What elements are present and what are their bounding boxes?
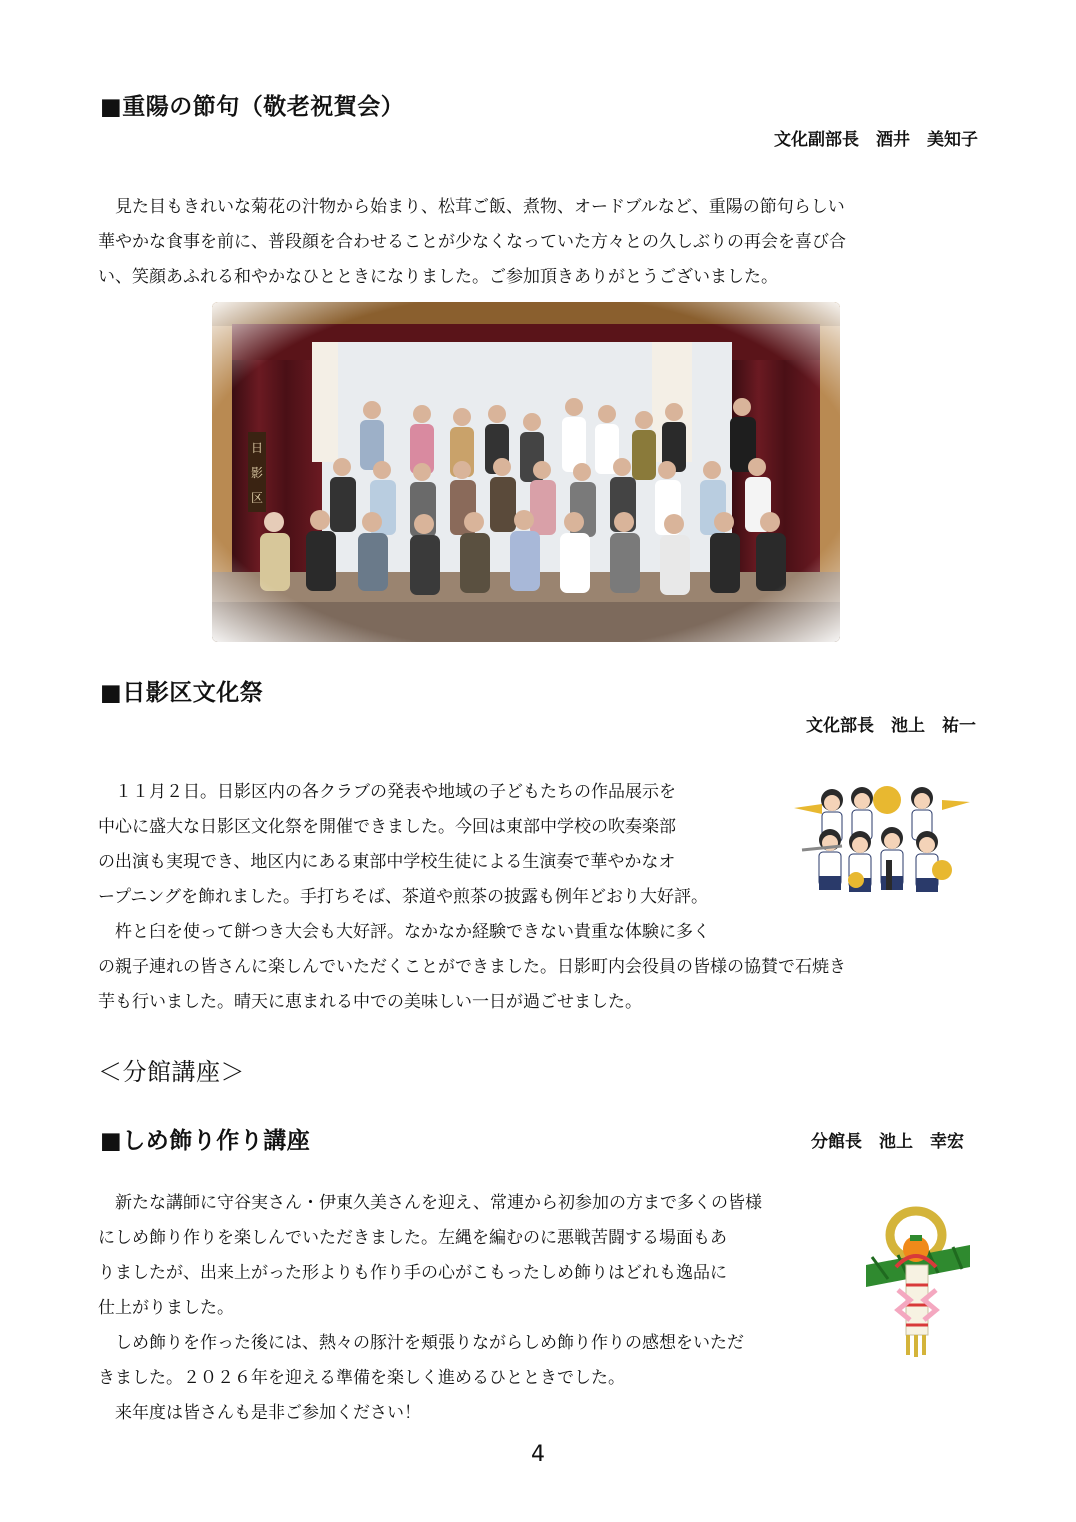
body-line: い、笑顔あふれる和やかなひとときになりました。ご参加頂きありがとうございました。 bbox=[98, 267, 778, 287]
body-line: 芋も行いました。晴天に恵まれる中での美味しい一日が過ごせました。 bbox=[98, 992, 642, 1012]
section-body-bunkasai bbox=[98, 775, 846, 1020]
body-line: １１月２日。日影区内の各クラブの発表や地域の子どもたちの作品展示を bbox=[98, 782, 676, 802]
group-photo bbox=[212, 302, 840, 642]
page-number: 4 bbox=[531, 1442, 545, 1467]
shimekazari-illustration bbox=[858, 1205, 978, 1360]
brass-band-illustration bbox=[792, 780, 972, 915]
section-byline-shimekazari: 分館長 池上 幸宏 bbox=[811, 1132, 964, 1152]
section-heading-shimekazari: ■しめ飾り作り講座 bbox=[100, 1128, 311, 1154]
section-heading-bunkasai: ■日影区文化祭 bbox=[100, 680, 264, 706]
body-line: にしめ飾り作りを楽しんでいただきました。左縄を編むのに悪戦苦闘する場面もあ bbox=[98, 1228, 727, 1248]
body-line: 来年度は皆さんも是非ご参加ください！ bbox=[98, 1403, 421, 1423]
section-byline-bunkasai: 文化部長 池上 祐一 bbox=[806, 716, 976, 736]
body-line: 中心に盛大な日影区文化祭を開催できました。今回は東部中学校の吹奏楽部 bbox=[98, 817, 676, 837]
body-line: しめ飾りを作った後には、熱々の豚汁を頬張りながらしめ飾り作りの感想をいただ bbox=[98, 1333, 744, 1353]
body-line: の親子連れの皆さんに楽しんでいただくことができました。日影町内会役員の皆様の協賛で石焼き bbox=[98, 957, 846, 977]
body-line: 杵と臼を使って餅つき大会も大好評。なかなか経験できない貴重な体験に多く bbox=[98, 922, 710, 942]
subsection-title: ＜分館講座＞ bbox=[98, 1058, 245, 1086]
section-heading-choyo: ■重陽の節句（敬老祝賀会） bbox=[100, 94, 405, 120]
section-body-choyo bbox=[98, 190, 846, 295]
body-line: 仕上がりました。 bbox=[98, 1298, 234, 1318]
body-line: の出演も実現でき、地区内にある東部中学校生徒による生演奏で華やかなオ bbox=[98, 852, 676, 872]
body-line: 見た目もきれいな菊花の汁物から始まり、松茸ご飯、煮物、オードブルなど、重陽の節句らしい bbox=[98, 197, 845, 217]
section-byline-choyo: 文化副部長 酒井 美知子 bbox=[774, 130, 978, 150]
body-line: 華やかな食事を前に、普段顔を合わせることが少なくなっていた方々との久しぶりの再会を喜び合 bbox=[98, 232, 846, 252]
body-line: 新たな講師に守谷実さん・伊東久美さんを迎え、常連から初参加の方まで多くの皆様 bbox=[98, 1193, 763, 1213]
body-line: りましたが、出来上がった形よりも作り手の心がこもったしめ飾りはどれも逸品に bbox=[98, 1263, 727, 1283]
body-line: きました。２０２６年を迎える準備を楽しく進めるひとときでした。 bbox=[98, 1368, 625, 1388]
section-body-shimekazari bbox=[98, 1186, 762, 1431]
body-line: ープニングを飾れました。手打ちそば、茶道や煎茶の披露も例年どおり大好評。 bbox=[98, 887, 708, 907]
